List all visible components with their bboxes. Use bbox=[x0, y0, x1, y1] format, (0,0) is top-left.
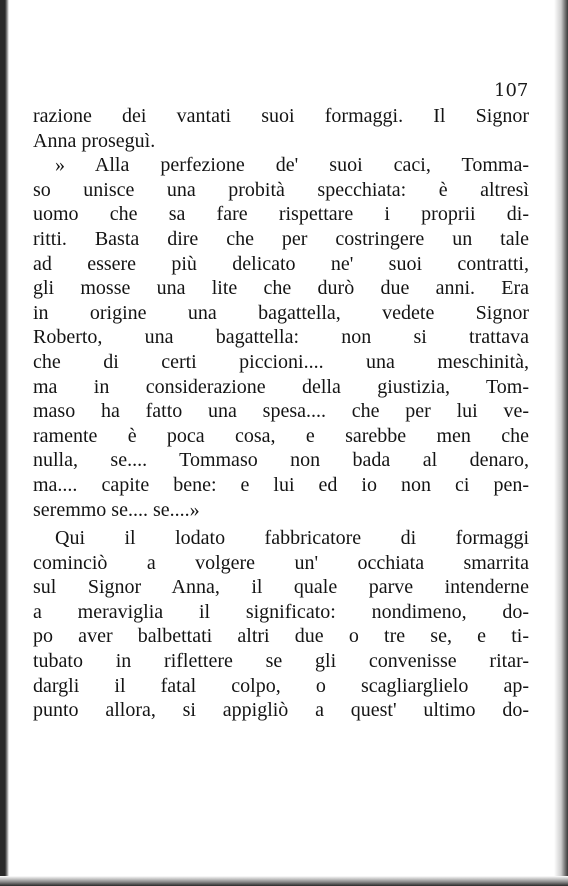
text-line: cominciò a volgere un' occhiata smarrita bbox=[33, 551, 529, 574]
text-line: ma in considerazione della giustizia, Tom- bbox=[33, 375, 529, 398]
text-line: ritti. Basta dire che per costringere un tale bbox=[33, 227, 529, 250]
text-line: a meraviglia il significato: nondimeno, do- bbox=[33, 600, 529, 623]
text-line: tubato in riflettere se gli convenisse ritar- bbox=[33, 650, 529, 673]
body-text bbox=[33, 104, 529, 723]
text-line: punto allora, si appigliò a quest' ultimo do- bbox=[33, 699, 529, 722]
text-line: nulla, se.... Tommaso non bada al denaro, bbox=[33, 449, 529, 472]
page-right-edge bbox=[554, 0, 568, 886]
text-line: maso ha fatto una spesa.... che per lui ve- bbox=[33, 400, 529, 423]
text-line: in origine una bagattella, vedete Signor bbox=[33, 301, 529, 324]
page-number: 107 bbox=[494, 80, 529, 101]
text-line: ma.... capite bene: e lui ed io non ci pen- bbox=[33, 473, 529, 496]
text-line: gli mosse una lite che durò due anni. Era bbox=[33, 277, 529, 300]
text-line: razione dei vantati suoi formaggi. Il Signor bbox=[33, 105, 529, 127]
text-line: che di certi piccioni.... una meschinità, bbox=[33, 350, 529, 373]
text-line: Anna proseguì. bbox=[33, 129, 156, 152]
text-line: uomo che sa fare rispettare i proprii di- bbox=[33, 203, 529, 226]
text-line: sul Signor Anna, il quale parve intenderne bbox=[33, 576, 529, 599]
text-line: » Alla perfezione de' suoi caci, Tomma- bbox=[55, 154, 529, 177]
text-line: dargli il fatal colpo, o scagliarglielo ap- bbox=[33, 674, 529, 697]
text-line: seremmo se.... se....» bbox=[33, 498, 200, 521]
text-line: Qui il lodato fabbricatore di formaggi bbox=[55, 527, 529, 550]
text-line: ramente è poca cosa, e sarebbe men che bbox=[33, 424, 529, 447]
text-line: po aver balbettati altri due o tre se, e ti- bbox=[33, 625, 529, 648]
text-line: Roberto, una bagattella: non si trattava bbox=[33, 326, 529, 349]
page-spine-shadow bbox=[0, 0, 9, 886]
text-line: so unisce una probità specchiata: è altresì bbox=[33, 178, 529, 201]
text-line: ad essere più delicato ne' suoi contratti, bbox=[33, 252, 529, 275]
page-bottom-edge bbox=[0, 876, 568, 886]
